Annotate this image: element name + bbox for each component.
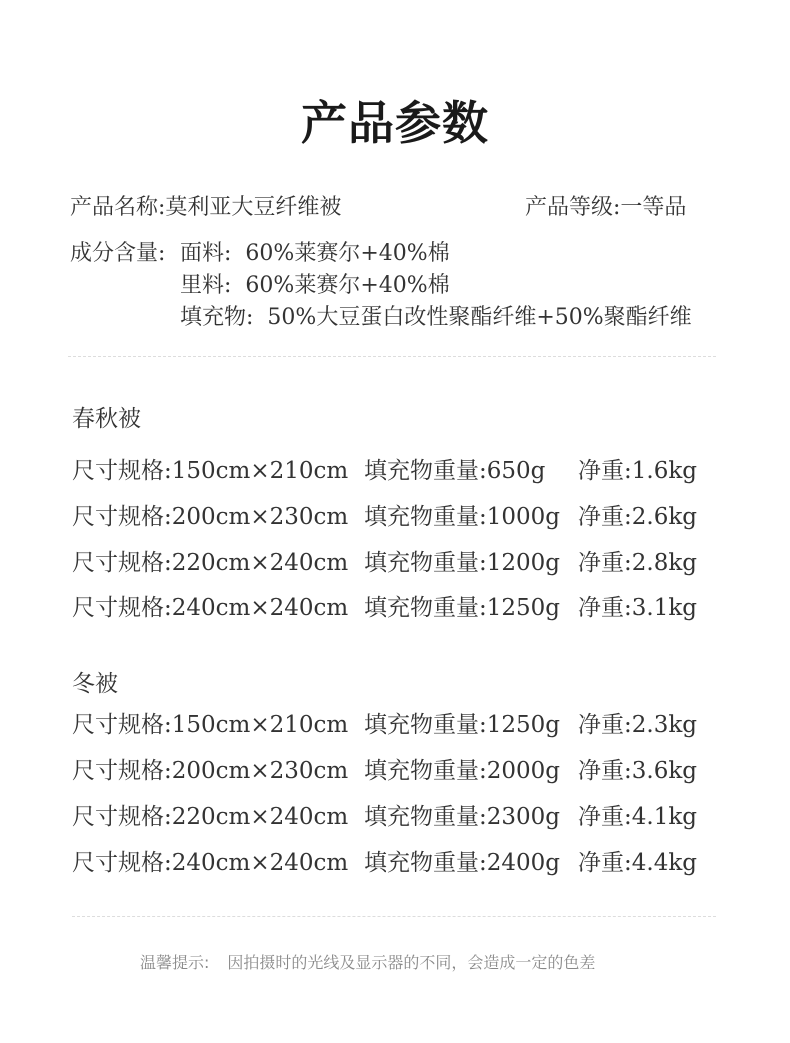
section-title-spring-autumn: 春秋被 xyxy=(72,406,141,432)
fill-weight: 填充物重量:2400g xyxy=(364,850,561,876)
net-weight: 净重:3.6kg xyxy=(578,758,697,784)
net-weight: 净重:4.4kg xyxy=(578,850,697,876)
footer-note xyxy=(140,951,595,975)
footer-note-label: 温馨提示: xyxy=(140,953,210,972)
net-weight: 净重:2.6kg xyxy=(578,504,697,530)
size-spec: 尺寸规格:200cm×230cm xyxy=(72,504,349,530)
composition-shell xyxy=(180,238,450,270)
composition-filling xyxy=(180,302,692,334)
composition-shell-label: 面料: xyxy=(180,241,232,266)
size-spec: 尺寸规格:240cm×240cm xyxy=(72,850,349,876)
table-row xyxy=(72,707,722,743)
footer-note-text: 因拍摄时的光线及显示器的不同，会造成一定的色差 xyxy=(227,953,596,972)
divider-top xyxy=(68,356,716,357)
divider-bottom xyxy=(72,916,716,917)
size-spec: 尺寸规格:220cm×240cm xyxy=(72,804,349,830)
product-grade xyxy=(525,192,686,224)
composition-filling-label: 填充物: xyxy=(180,305,254,330)
product-name-label: 产品名称: xyxy=(70,195,166,220)
fill-weight: 填充物重量:1200g xyxy=(364,550,561,576)
size-spec: 尺寸规格:150cm×210cm xyxy=(72,712,349,738)
product-grade-label: 产品等级: xyxy=(525,195,621,220)
composition-lining-value: 60%莱赛尔+40%棉 xyxy=(245,273,450,298)
fill-weight: 填充物重量:1250g xyxy=(364,595,561,621)
net-weight: 净重:2.8kg xyxy=(578,550,697,576)
composition-filling-value: 50%大豆蛋白改性聚酯纤维+50%聚酯纤维 xyxy=(267,305,692,330)
table-row xyxy=(72,499,722,535)
fill-weight: 填充物重量:650g xyxy=(364,458,546,484)
composition-label: 成分含量: xyxy=(70,241,166,266)
size-spec: 尺寸规格:240cm×240cm xyxy=(72,595,349,621)
product-name xyxy=(70,192,341,224)
table-row xyxy=(72,753,722,789)
size-spec: 尺寸规格:150cm×210cm xyxy=(72,458,349,484)
product-name-value: 莫利亚大豆纤维被 xyxy=(165,195,342,220)
page-title: 产品参数 xyxy=(301,95,489,150)
composition-lining-label: 里料: xyxy=(180,273,232,298)
table-row xyxy=(72,545,722,581)
section-title-winter: 冬被 xyxy=(72,671,118,697)
product-grade-value: 一等品 xyxy=(620,195,687,220)
size-spec: 尺寸规格:220cm×240cm xyxy=(72,550,349,576)
composition-lining xyxy=(180,270,450,302)
net-weight: 净重:3.1kg xyxy=(578,595,697,621)
composition-shell-value: 60%莱赛尔+40%棉 xyxy=(245,241,450,266)
fill-weight: 填充物重量:2000g xyxy=(364,758,561,784)
table-row xyxy=(72,453,722,489)
fill-weight: 填充物重量:1250g xyxy=(364,712,561,738)
table-row xyxy=(72,590,722,626)
table-row xyxy=(72,799,722,835)
fill-weight: 填充物重量:2300g xyxy=(364,804,561,830)
net-weight: 净重:4.1kg xyxy=(578,804,697,830)
net-weight: 净重:1.6kg xyxy=(578,458,697,484)
net-weight: 净重:2.3kg xyxy=(578,712,697,738)
table-row xyxy=(72,845,722,881)
size-spec: 尺寸规格:200cm×230cm xyxy=(72,758,349,784)
fill-weight: 填充物重量:1000g xyxy=(364,504,561,530)
